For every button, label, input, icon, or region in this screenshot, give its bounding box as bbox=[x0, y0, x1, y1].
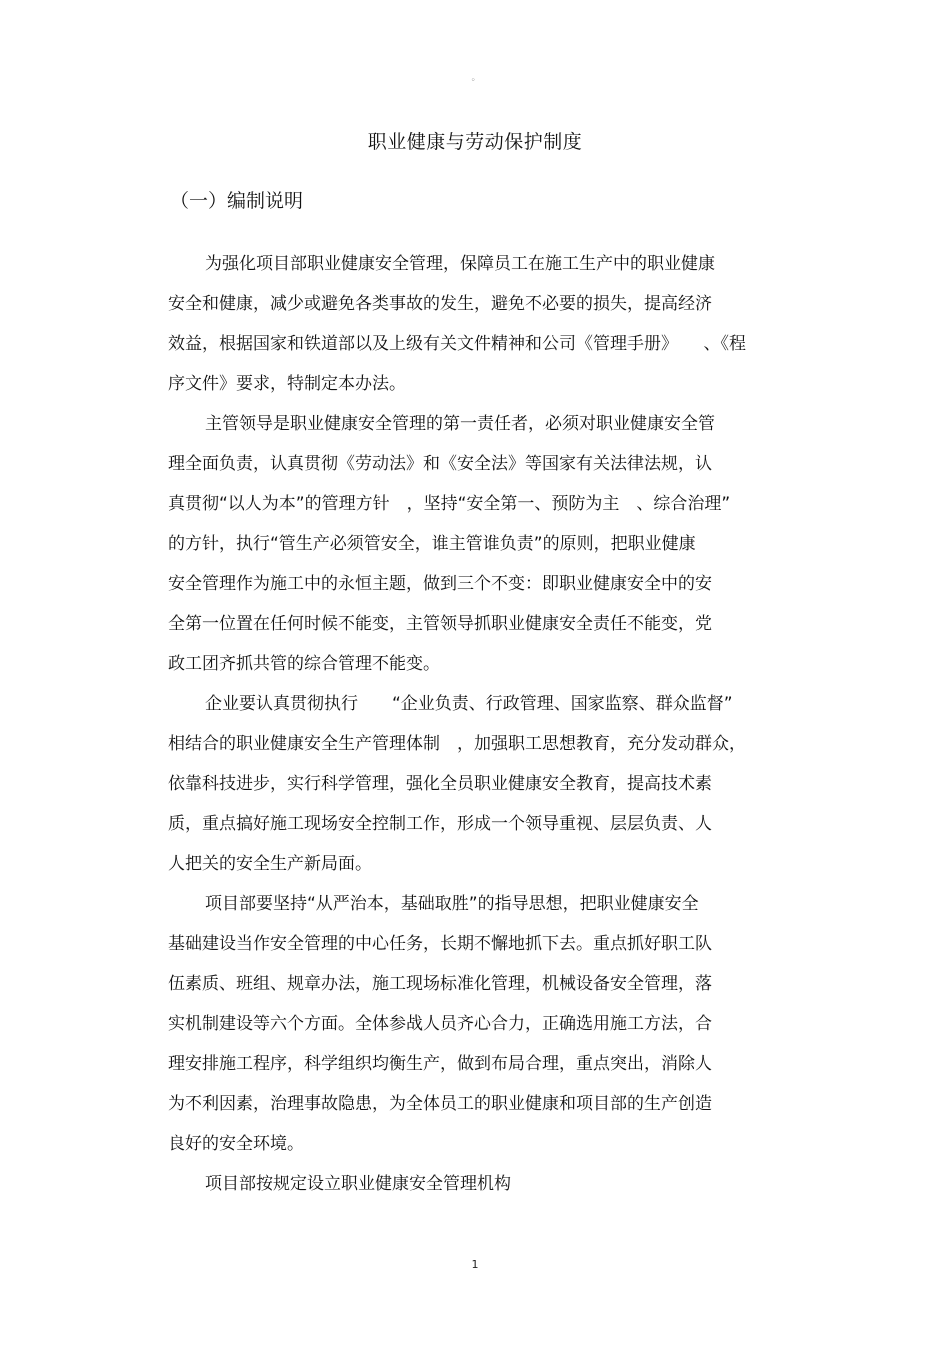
paragraph-line: 良好的安全环境。 bbox=[168, 1134, 304, 1154]
section-heading: （一）编制说明 bbox=[170, 190, 304, 212]
paragraph-line: 项目部要坚持“从严治本，基础取胜”的指导思想，把职业健康安全 bbox=[205, 894, 699, 914]
paragraph-line: 为不利因素，治理事故隐患，为全体员工的职业健康和项目部的生产创造 bbox=[168, 1094, 712, 1114]
paragraph-line: 序文件》要求，特制定本办法。 bbox=[168, 374, 406, 394]
paragraph-line: 理全面负责，认真贯彻《劳动法》和《安全法》等国家有关法律法规，认 bbox=[168, 454, 712, 474]
paragraph-line: 依靠科技进步，实行科学管理，强化全员职业健康安全教育，提高技术素 bbox=[168, 774, 712, 794]
paragraph-line: 政工团齐抓共管的综合管理不能变。 bbox=[168, 654, 440, 674]
paragraph-line: 人把关的安全生产新局面。 bbox=[168, 854, 372, 874]
paragraph-line: 企业要认真贯彻执行 “企业负责、行政管理、国家监察、群众监督” bbox=[205, 694, 733, 714]
document-title: 职业健康与劳动保护制度 bbox=[367, 131, 583, 153]
paragraph-line: 安全管理作为施工中的永恒主题，做到三个不变：即职业健康安全中的安 bbox=[168, 574, 712, 594]
paragraph-line: 效益，根据国家和铁道部以及上级有关文件精神和公司《管理手册》 、《程 bbox=[168, 334, 746, 354]
paragraph-line: 项目部按规定设立职业健康安全管理机构 bbox=[205, 1174, 511, 1194]
paragraph-line: 安全和健康，减少或避免各类事故的发生，避免不必要的损失，提高经济 bbox=[168, 294, 712, 314]
paragraph-line: 伍素质、班组、规章办法，施工现场标准化管理，机械设备安全管理，落 bbox=[168, 974, 712, 994]
paragraph-line: 真贯彻“以人为本”的管理方针 ，坚持“安全第一、预防为主 、综合治理” bbox=[168, 494, 731, 514]
paragraph-line: 理安排施工程序，科学组织均衡生产，做到布局合理，重点突出，消除人 bbox=[168, 1054, 712, 1074]
paragraph-line: 主管领导是职业健康安全管理的第一责任者，必须对职业健康安全管 bbox=[205, 414, 715, 434]
paragraph-line: 基础建设当作安全管理的中心任务，长期不懈地抓下去。重点抓好职工队 bbox=[168, 934, 712, 954]
paragraph-line: 为强化项目部职业健康安全管理，保障员工在施工生产中的职业健康 bbox=[205, 254, 715, 274]
paragraph-line: 的方针，执行“管生产必须管安全，谁主管谁负责”的原则，把职业健康 bbox=[168, 534, 696, 554]
paragraph-line: 全第一位置在任何时候不能变，主管领导抓职业健康安全责任不能变，党 bbox=[168, 614, 712, 634]
page-number: 1 bbox=[471, 1258, 479, 1271]
paragraph-line: 质，重点搞好施工现场安全控制工作，形成一个领导重视、层层负责、人 bbox=[168, 814, 712, 834]
header-mark: 。 bbox=[471, 73, 481, 83]
paragraph-line: 实机制建设等六个方面。全体参战人员齐心合力，正确选用施工方法，合 bbox=[168, 1014, 712, 1034]
paragraph-line: 相结合的职业健康安全生产管理体制 ，加强职工思想教育，充分发动群众， bbox=[168, 734, 746, 754]
